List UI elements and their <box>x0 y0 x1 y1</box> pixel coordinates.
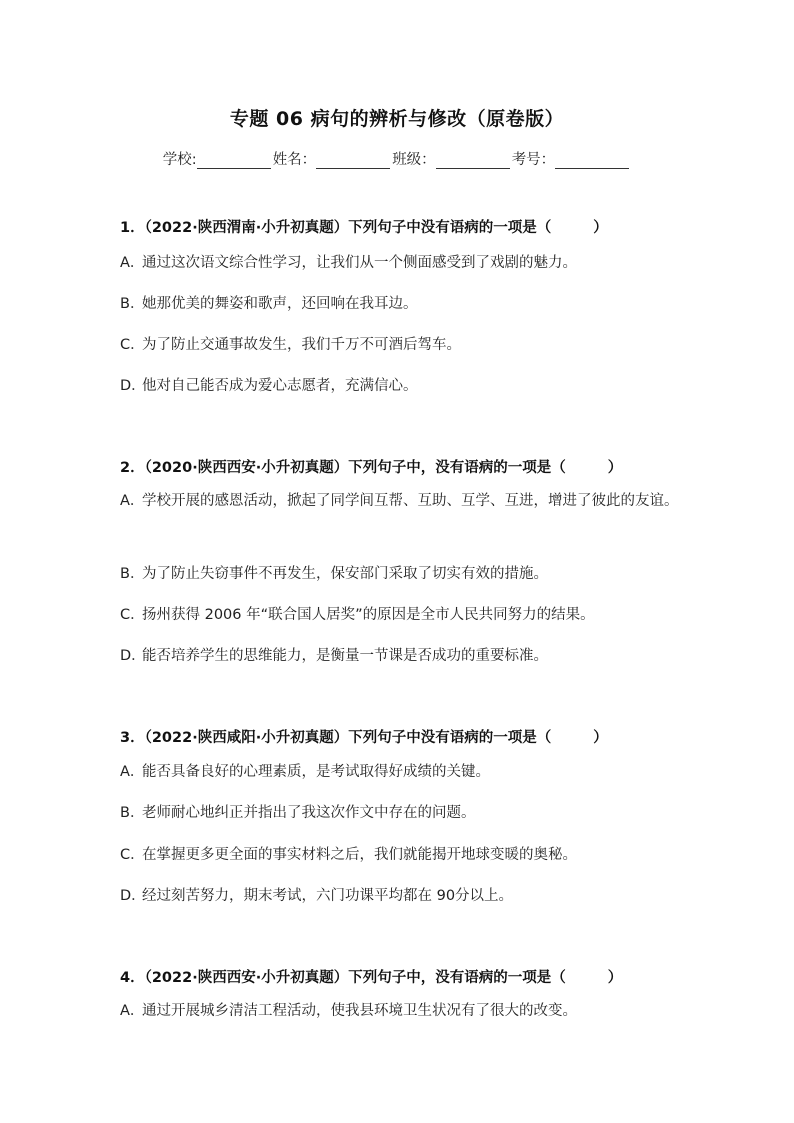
class-blank[interactable] <box>436 153 510 169</box>
question-source: （2020·陕西西安·小升初真题） <box>144 460 349 476</box>
question-2-option-d <box>120 638 690 675</box>
question-1-stem <box>120 216 608 237</box>
question-number: 2． <box>120 460 145 476</box>
name-label: 姓名： <box>272 152 317 168</box>
question-2-option-c <box>120 597 690 634</box>
option-letter: D． <box>120 648 146 664</box>
question-number: 3． <box>120 730 145 746</box>
option-text: 通过这次语文综合性学习，让我们从一个侧面感受到了戏剧的魅力。 <box>142 255 577 271</box>
question-number: 1． <box>120 220 145 236</box>
option-letter: C． <box>120 607 145 623</box>
option-letter: C． <box>120 337 145 353</box>
option-letter: A． <box>120 1003 145 1019</box>
question-2-option-b <box>120 556 690 593</box>
class-label: 班级： <box>392 152 436 168</box>
exam-no-blank[interactable] <box>555 153 629 169</box>
option-letter: A． <box>120 255 145 271</box>
option-text: 经过刻苦努力，期末考试，六门功课平均都在 90分以上。 <box>142 888 514 904</box>
question-close-paren: ） <box>607 460 623 476</box>
page-title: 专题 06 病句的辨析与修改（原卷版） <box>229 108 565 130</box>
question-1-option-c <box>120 327 690 364</box>
option-letter: B． <box>120 805 145 821</box>
question-3-stem <box>120 726 608 747</box>
option-letter: A． <box>120 764 145 780</box>
option-text: 学校开展的感恩活动，掀起了同学间互帮、互助、互学、互进，增进了彼此的友谊。 <box>142 493 679 509</box>
question-3-option-a <box>120 754 690 791</box>
question-1-option-a <box>120 245 690 282</box>
option-letter: B． <box>120 296 145 312</box>
option-letter: B． <box>120 566 145 582</box>
student-info-line <box>0 148 794 169</box>
option-text: 她那优美的舞姿和歌声，还回响在我耳边。 <box>142 296 418 312</box>
option-text: 为了防止失窃事件不再发生，保安部门采取了切实有效的措施。 <box>142 566 548 582</box>
option-text: 在掌握更多更全面的事实材料之后，我们就能揭开地球变暖的奥秘。 <box>142 847 577 863</box>
option-text: 他对自己能否成为爱心志愿者，充满信心。 <box>142 378 418 394</box>
question-4-option-a <box>120 993 690 1030</box>
school-blank[interactable] <box>197 153 271 169</box>
name-blank[interactable] <box>316 153 390 169</box>
question-3-option-c <box>120 837 690 874</box>
question-close-paren: ） <box>593 220 608 236</box>
question-text: 下列句子中，没有语病的一项是（ <box>348 970 566 986</box>
question-2-stem <box>120 456 622 477</box>
option-letter: C． <box>120 847 145 863</box>
option-text: 能否具备良好的心理素质，是考试取得好成绩的关键。 <box>142 764 490 780</box>
question-source: （2022·陕西渭南·小升初真题） <box>144 220 349 236</box>
question-close-paren: ） <box>593 730 608 746</box>
option-letter: D． <box>120 378 146 394</box>
question-4-stem <box>120 966 622 987</box>
question-number: 4． <box>120 970 145 986</box>
option-text: 能否培养学生的思维能力，是衡量一节课是否成功的重要标准。 <box>142 648 548 664</box>
question-close-paren: ） <box>607 970 623 986</box>
question-text: 下列句子中，没有语病的一项是（ <box>348 460 566 476</box>
question-source: （2022·陕西咸阳·小升初真题） <box>144 730 349 746</box>
question-1-option-d <box>120 368 690 405</box>
option-text: 老师耐心地纠正并指出了我这次作文中存在的问题。 <box>142 805 476 821</box>
exam-no-label: 考号： <box>511 152 556 168</box>
option-letter: A． <box>120 493 145 509</box>
question-text: 下列句子中没有语病的一项是（ <box>348 220 552 236</box>
question-1-option-b <box>120 286 690 323</box>
question-3-option-b <box>120 795 690 832</box>
option-text: 扬州获得 2006 年“联合国人居奖”的原因是全市人民共同努力的结果。 <box>142 607 595 623</box>
question-2-option-a <box>120 483 690 520</box>
school-label: 学校: <box>162 152 197 168</box>
option-text: 为了防止交通事故发生，我们千万不可酒后驾车。 <box>142 337 461 353</box>
question-3-option-d <box>120 878 690 915</box>
option-letter: D． <box>120 888 146 904</box>
question-text: 下列句子中没有语病的一项是（ <box>348 730 552 746</box>
question-source: （2022·陕西西安·小升初真题） <box>144 970 349 986</box>
option-text: 通过开展城乡清洁工程活动，使我县环境卫生状况有了很大的改变。 <box>142 1003 577 1019</box>
